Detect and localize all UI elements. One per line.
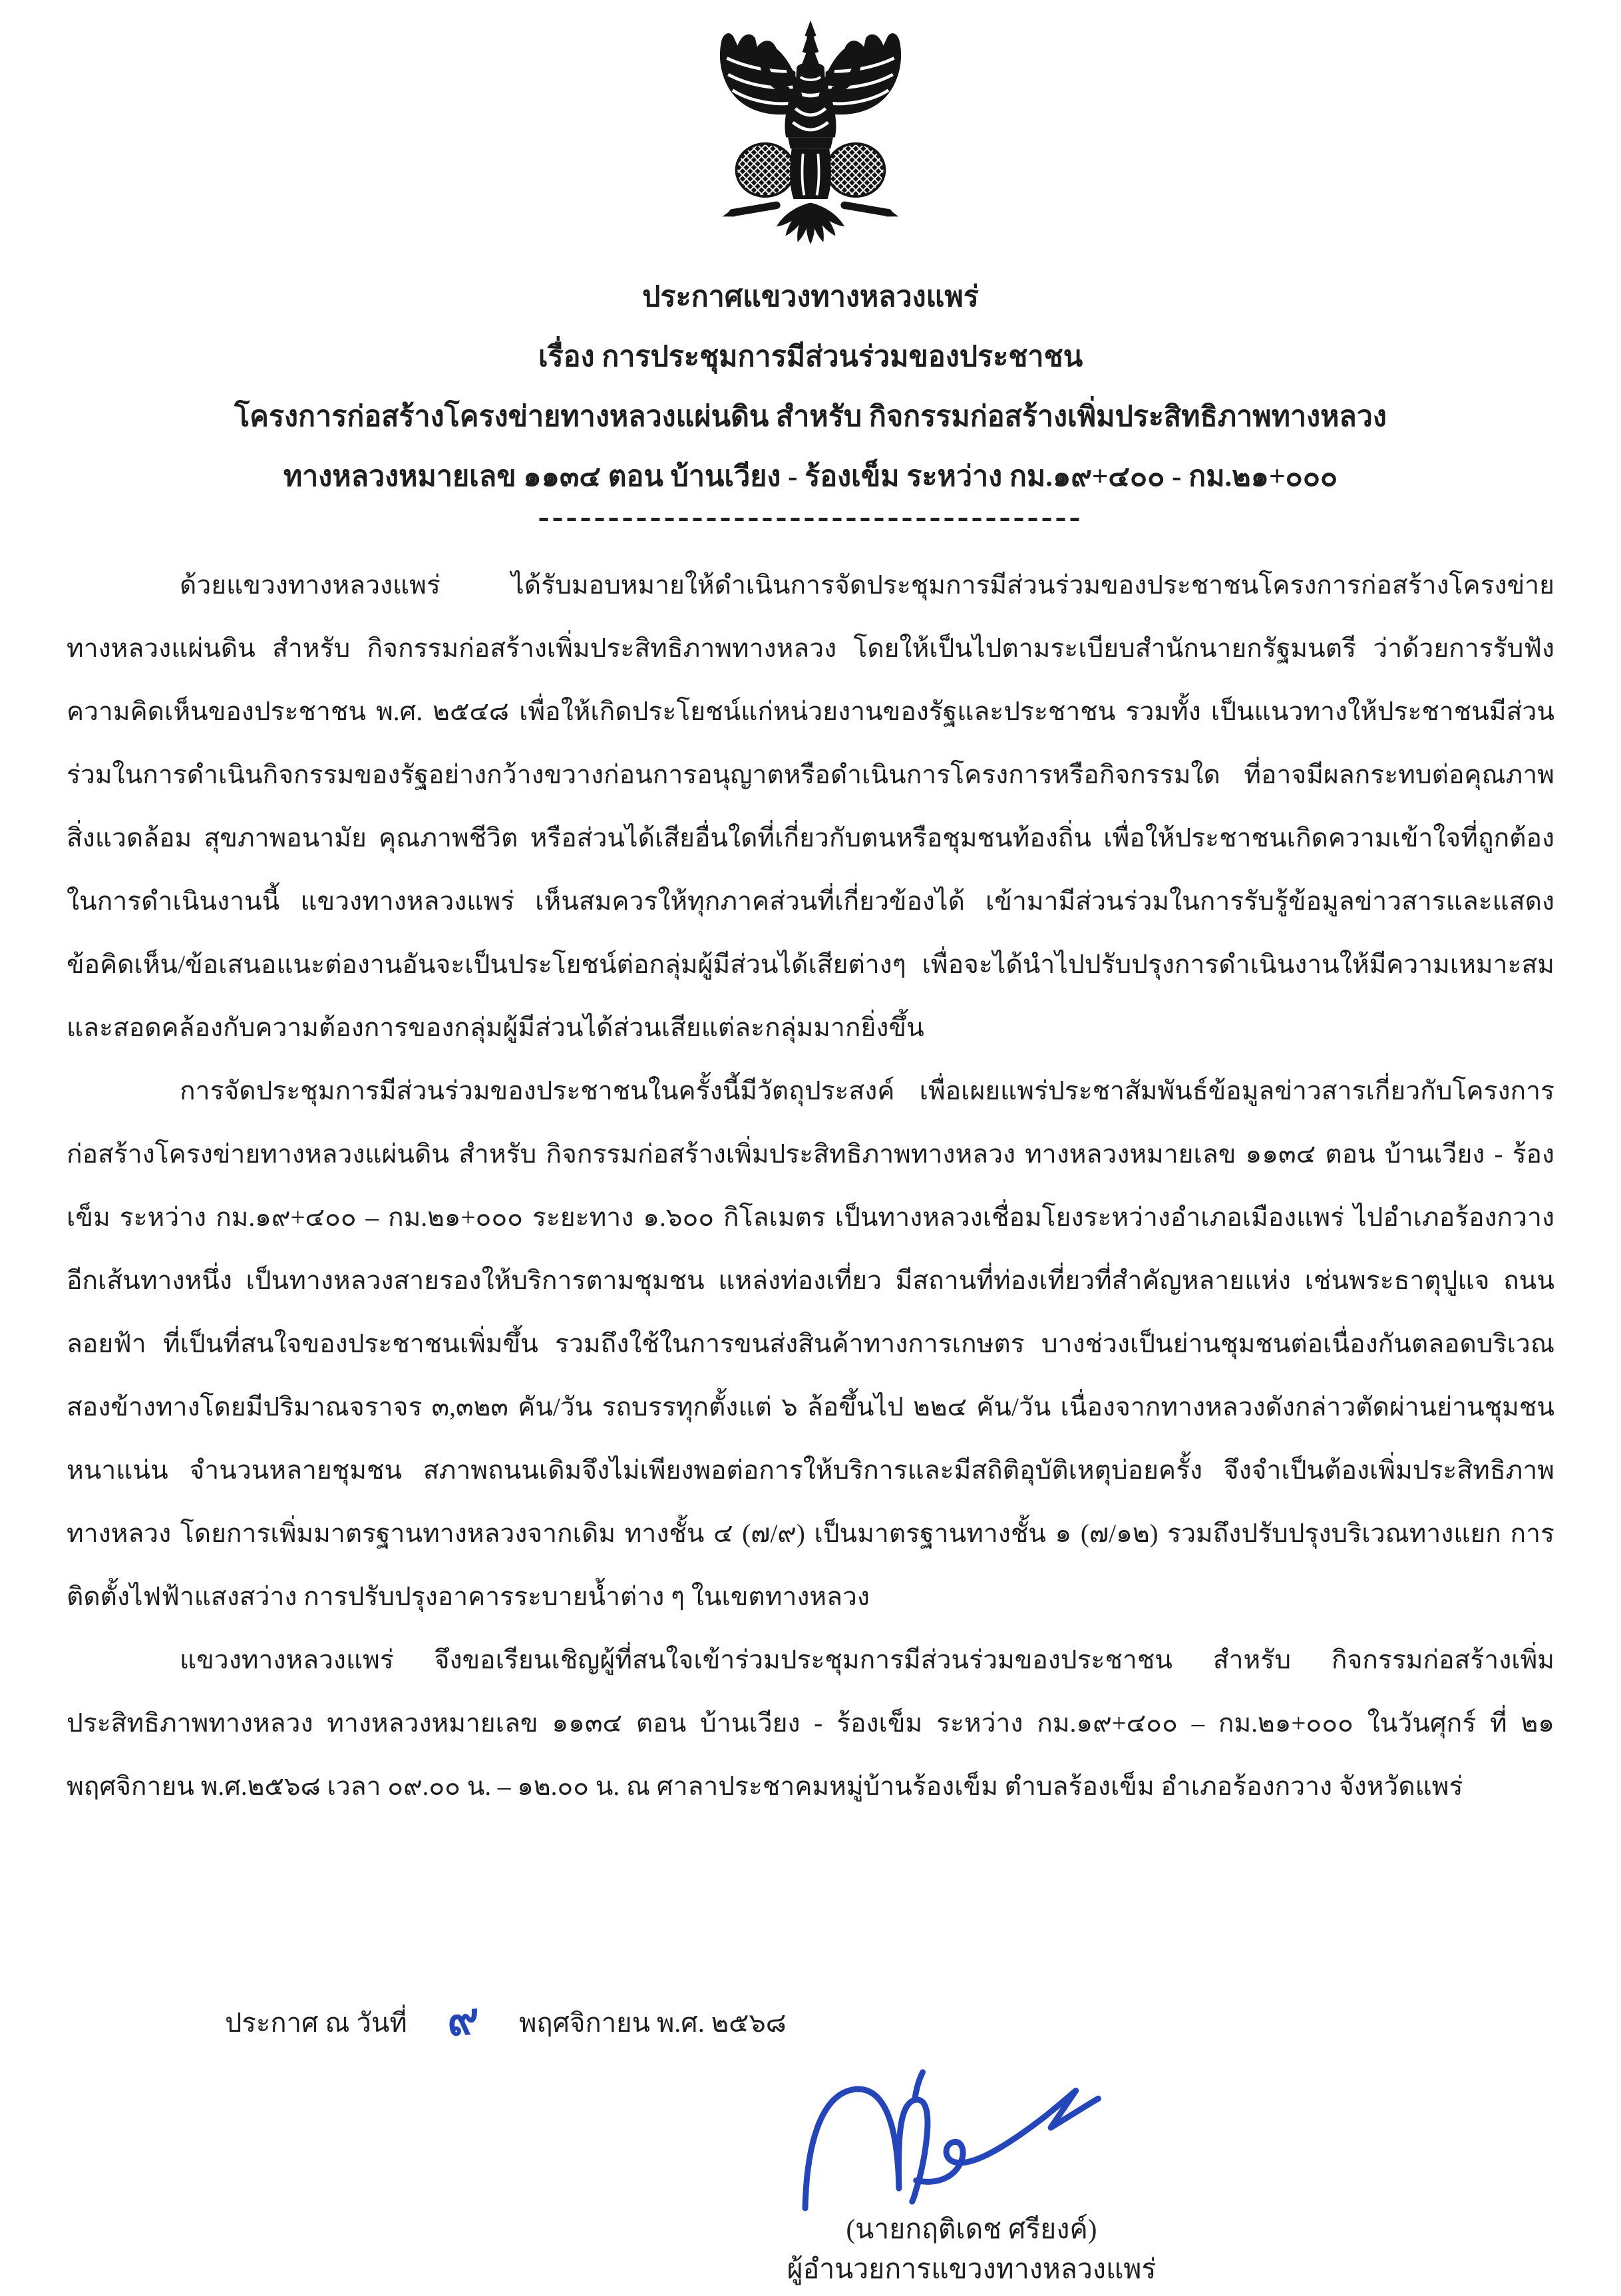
highway-route-line: ทางหลวงหมายเลข ๑๑๓๔ ตอน บ้านเวียง - ร้องเข็ม ระหว่าง กม.๑๙+๔๐๐ - กม.๒๑+๐๐๐ (283, 461, 1338, 492)
project-name: โครงการก่อสร้างโครงข่ายทางหลวงแผ่นดิน สำหรับ กิจกรรมก่อสร้างเพิ่มประสิทธิภาพทางหลวง (234, 401, 1387, 433)
body-paragraph-3: แขวงทางหลวงแพร่ จึงขอเรียนเชิญผู้ที่สนใจเข้าร่วมประชุมการมีส่วนร่วมของประชาชน สำหรับ กิจกรรมก่อสร้างเพิ่มประสิทธิภาพทางหลวง ทางหลวงหมายเลข ๑๑๓๔ ตอน บ้านเวียง - ร้องเข็ม ระหว่าง กม.๑๙+๔๐๐ – กม.๒๑+๐๐๐ ในวันศุกร์ ที่ ๒๑ พฤศจิกายน พ.ศ.๒๕๖๘ เวลา ๐๙.๐๐ น. – ๑๒.๐๐ น. ณ ศาลาประชาคมหมู่บ้านร้องเข็ม ตำบลร้องเข็ม อำเภอร้องกวาง จังหวัดแพร่ (67, 1646, 1554, 1801)
signature-ink (792, 2048, 1151, 2213)
signatory-name: (นายกฤติเดช ศรียงค์) (846, 2213, 1097, 2244)
dashed-divider (540, 518, 1082, 521)
garuda-emblem-icon (697, 15, 924, 258)
announcement-subject: เรื่อง การประชุมการมีส่วนร่วมของประชาชน (538, 341, 1083, 373)
garuda-emblem (697, 15, 924, 258)
signature-block (732, 2048, 1211, 2288)
body-text (67, 554, 1554, 1818)
handwritten-day: ๙ (445, 1995, 481, 2046)
announcement-title: ประกาศแขวงทางหลวงแพร่ (642, 282, 979, 313)
body-paragraph-2: การจัดประชุมการมีส่วนร่วมของประชาชนในครั้งนี้มีวัตถุประสงค์ เพื่อเผยแพร่ประชาสัมพันธ์ข้อมูลข่าวสารเกี่ยวกับโครงการก่อสร้างโครงข่ายทางหลวงแผ่นดิน สำหรับ กิจกรรมก่อสร้างเพิ่มประสิทธิภาพทางหลวง ทางหลวงหมายเลข ๑๑๓๔ ตอน บ้านเวียง - ร้องเข็ม ระหว่าง กม.๑๙+๔๐๐ – กม.๒๑+๐๐๐ ระยะทาง ๑.๖๐๐ กิโลเมตร เป็นทางหลวงเชื่อมโยงระหว่างอำเภอเมืองแพร่ ไปอำเภอร้องกวางอีกเส้นทางหนึ่ง เป็นทางหลวงสายรองให้บริการตามชุมชน แหล่งท่องเที่ยว มีสถานที่ท่องเที่ยวที่สำคัญหลายแห่ง เช่นพระธาตุปูแจ ถนนลอยฟ้า ที่เป็นที่สนใจของประชาชนเพิ่มขึ้น รวมถึงใช้ในการขนส่งสินค้าทางการเกษตร บางช่วงเป็นย่านชุมชนต่อเนื่องกันตลอดบริเวณสองข้างทางโดยมีปริมาณจราจร ๓,๓๒๓ คัน/วัน รถบรรทุกตั้งแต่ ๖ ล้อขึ้นไป ๒๒๔ คัน/วัน เนื่องจากทางหลวงดังกล่าวตัดผ่านย่านชุมชนหนาแน่น จำนวนหลายชุมชน สภาพถนนเดิมจึงไม่เพียงพอต่อการให้บริการและมีสถิติอุบัติเหตุบ่อยครั้ง จึงจำเป็นต้องเพิ่มประสิทธิภาพทางหลวง โดยการเพิ่มมาตรฐานทางหลวงจากเดิม ทางชั้น ๔ (๗/๙) เป็นมาตรฐานทางชั้น ๑ (๗/๑๒) รวมถึงปรับปรุงบริเวณทางแยก การติดตั้งไฟฟ้าแสงสว่าง การปรับปรุงอาคารระบายน้ำต่าง ๆ ในเขตทางหลวง (67, 1077, 1554, 1611)
date-prefix: ประกาศ ณ วันที่ (225, 2008, 407, 2038)
body-paragraph-1: ด้วยแขวงทางหลวงแพร่ ได้รับมอบหมายให้ดำเนินการจัดประชุมการมีส่วนร่วมของประชาชนโครงการก่อสร้างโครงข่ายทางหลวงแผ่นดิน สำหรับ กิจกรรมก่อสร้างเพิ่มประสิทธิภาพทางหลวง โดยให้เป็นไปตามระเบียบสำนักนายกรัฐมนตรี ว่าด้วยการรับฟังความคิดเห็นของประชาชน พ.ศ. ๒๕๔๘ เพื่อให้เกิดประโยชน์แก่หน่วยงานของรัฐและประชาชน รวมทั้ง เป็นแนวทางให้ประชาชนมีส่วนร่วมในการดำเนินกิจกรรมของรัฐอย่างกว้างขวางก่อนการอนุญาตหรือดำเนินการโครงการหรือกิจกรรมใด ที่อาจมีผลกระทบต่อคุณภาพสิ่งแวดล้อม สุขภาพอนามัย คุณภาพชีวิต หรือส่วนได้เสียอื่นใดที่เกี่ยวกับตนหรือชุมชนท้องถิ่น เพื่อให้ประชาชนเกิดความเข้าใจที่ถูกต้องในการดำเนินงานนี้ แขวงทางหลวงแพร่ เห็นสมควรให้ทุกภาคส่วนที่เกี่ยวข้องได้ เข้ามามีส่วนร่วมในการรับรู้ข้อมูลข่าวสารและแสดงข้อคิดเห็น/ข้อเสนอแนะต่องานอันจะเป็นประโยชน์ต่อกลุ่มผู้มีส่วนได้เสียต่างๆ เพื่อจะได้นำไปปรับปรุงการดำเนินงานให้มีความเหมาะสมและสอดคล้องกับความต้องการของกลุ่มผู้มีส่วนได้ส่วนเสียแต่ละกลุ่มมากยิ่งขึ้น (67, 571, 1554, 1042)
announcement-date-line (225, 1991, 787, 2050)
signatory-position: ผู้อำนวยการแขวงทางหลวงแพร่ (787, 2253, 1157, 2284)
date-suffix: พฤศจิกายน พ.ศ. ๒๕๖๘ (519, 2008, 787, 2038)
title-block (0, 268, 1621, 507)
